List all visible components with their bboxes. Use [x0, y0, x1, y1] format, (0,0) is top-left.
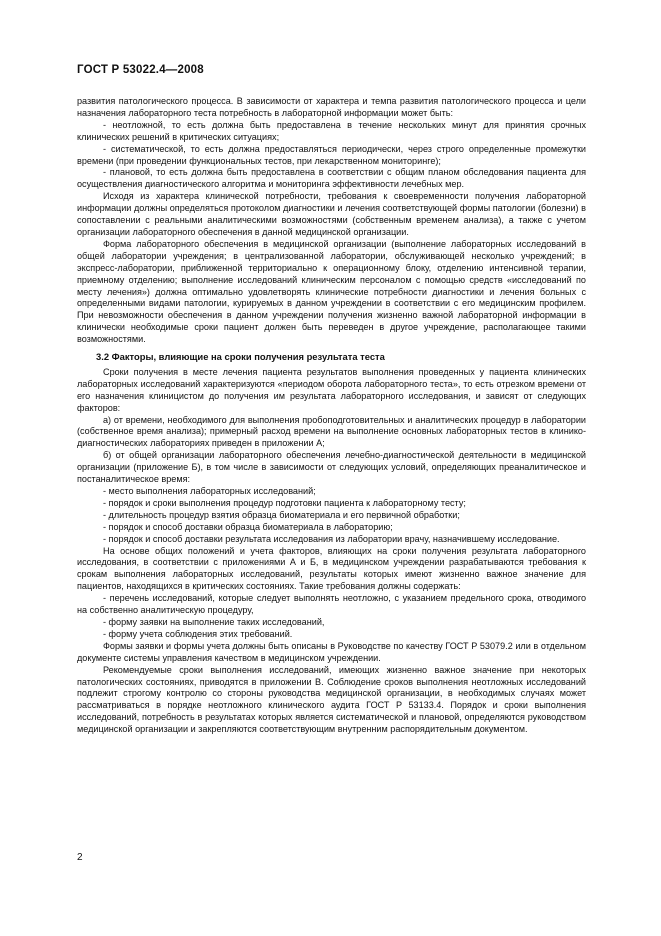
list-item: - плановой, то есть должна быть предоставлена в соответствии с общим планом обследования пациента для осуществления диагностического алгоритма и мониторинга эффективности лечебных мер.: [77, 167, 586, 190]
list-item: - неотложной, то есть должна быть предоставлена в течение нескольких минут для принятия срочных клинических решений в критических ситуациях;: [77, 119, 586, 142]
list-item: - форму заявки на выполнение таких исследований,: [103, 616, 325, 627]
paragraph: Рекомендуемые сроки выполнения исследований, имеющих жизненно важное значение при некоторых патологических состояниях, приводятся в приложении В. Соблюдение сроков выполнения неотложных исследований подлежит строгому контролю со стороны руководства медицинской организации, в необходимых случаях может рассматриваться в порядке неотложного клинического аудита ГОСТ Р 53133.4. Порядок и сроки выполнения исследований, потребность в результатах которых является систематической и плановой, определяются руководством медицинской организации и закрепляются соответствующим внутренним распорядительным документом.: [77, 664, 586, 735]
page-number: 2: [77, 852, 83, 863]
list-item: - длительность процедур взятия образца биоматериала и его первичной обработки;: [103, 509, 460, 520]
document-body: [77, 96, 586, 736]
list-item: б) от общей организации лабораторного обеспечения лечебно-диагностической деятельности в медицинской организации (приложение Б), в том числе в зависимости от следующих условий, определяющих преаналитическое и постаналитическое время:: [77, 450, 586, 485]
paragraph: Формы заявки и формы учета должны быть описаны в Руководстве по качеству ГОСТ Р 53079.2 или в отдельном документе системы управления качеством в медицинском учреждении.: [77, 640, 586, 663]
paragraph: развития патологического процесса. В зависимости от характера и темпа развития патологического процесса и цели назначения лабораторного теста потребность в лабораторной информации может быть:: [77, 96, 586, 118]
paragraph: Сроки получения в месте лечения пациента результатов выполнения проведенных у пациента клинических лабораторных исследований характеризуются «периодом оборота лабораторного теста», то есть отрезком времени от его назначения клиницистом до получения им результата лабораторного исследования, и зависят от следующих факторов:: [77, 366, 586, 413]
list-item: - порядок и способ доставки результата исследования из лаборатории врачу, назначившему исследование.: [103, 533, 560, 544]
list-item: - место выполнения лабораторных исследований;: [103, 486, 316, 496]
list-item: - порядок и способ доставки образца биоматериала в лабораторию;: [103, 521, 393, 532]
document-header: ГОСТ Р 53022.4—2008: [77, 64, 204, 76]
list-item: - систематической, то есть должна предоставляться периодически, через строго определенные промежутки времени (при проведении функциональных тестов, при лекарственном мониторинге);: [77, 143, 586, 166]
paragraph: На основе общих положений и учета факторов, влияющих на сроки получения результата лабораторного исследования, в соответствии с приложениями А и Б, в медицинском учреждении разрабатываются требования к срокам выполнения лабораторных исследований, результаты которых имеют жизненно важное значение для пациентов, находящихся в критических состояниях. Такие требования должны содержать:: [77, 545, 586, 592]
paragraph: Форма лабораторного обеспечения в медицинской организации (выполнение лабораторных исследований в общей лаборатории учреждения; в централизованной лаборатории, обслуживающей несколько учреждений; в экспресс-лаборатории, приближенной территориально к операционному блоку, отделению интенсивной терапии, приемному отделению; выполнение исследований клиническим персоналом с помощью средств «исследований по месту лечения») должна оптимально удовлетворять клинические потребности диагностики и лечения больных с определенными видами патологии, курируемых в данном учреждении в соответствии с его медицинским профилем. При невозможности обеспечения в данном учреждении получения жизненно важной лабораторной информации в клинически необходимые сроки пациент должен быть переведен в другое учреждение, располагающее такими возможностями.: [77, 238, 586, 345]
list-item: а) от времени, необходимого для выполнения пробоподготовительных и аналитических процедур в лаборатории (собственное время анализа); примерный расход времени на выполнение основных лабораторных тестов в клинико-диагностических лабораториях приведен в приложении А;: [77, 414, 586, 449]
list-item: - порядок и сроки выполнения процедур подготовки пациента к лабораторному тесту;: [103, 497, 466, 508]
list-item: - перечень исследований, которые следует выполнять неотложно, с указанием предельного срока, отводимого на собственно аналитическую процедуру,: [77, 593, 586, 616]
section-heading: 3.2 Факторы, влияющие на сроки получения результата теста: [96, 351, 385, 363]
paragraph: Исходя из характера клинической потребности, требования к своевременности получения лабораторной информации должны определяться протоколом диагностики и лечения соответствующей формы патологии (болезни) в сопоставлении с реальными аналитическими возможностями (собственным временем анализа), а также с учетом организации лабораторного обеспечения в данной медицинской организации.: [77, 191, 586, 237]
list-item: - форму учета соблюдения этих требований.: [103, 628, 293, 639]
